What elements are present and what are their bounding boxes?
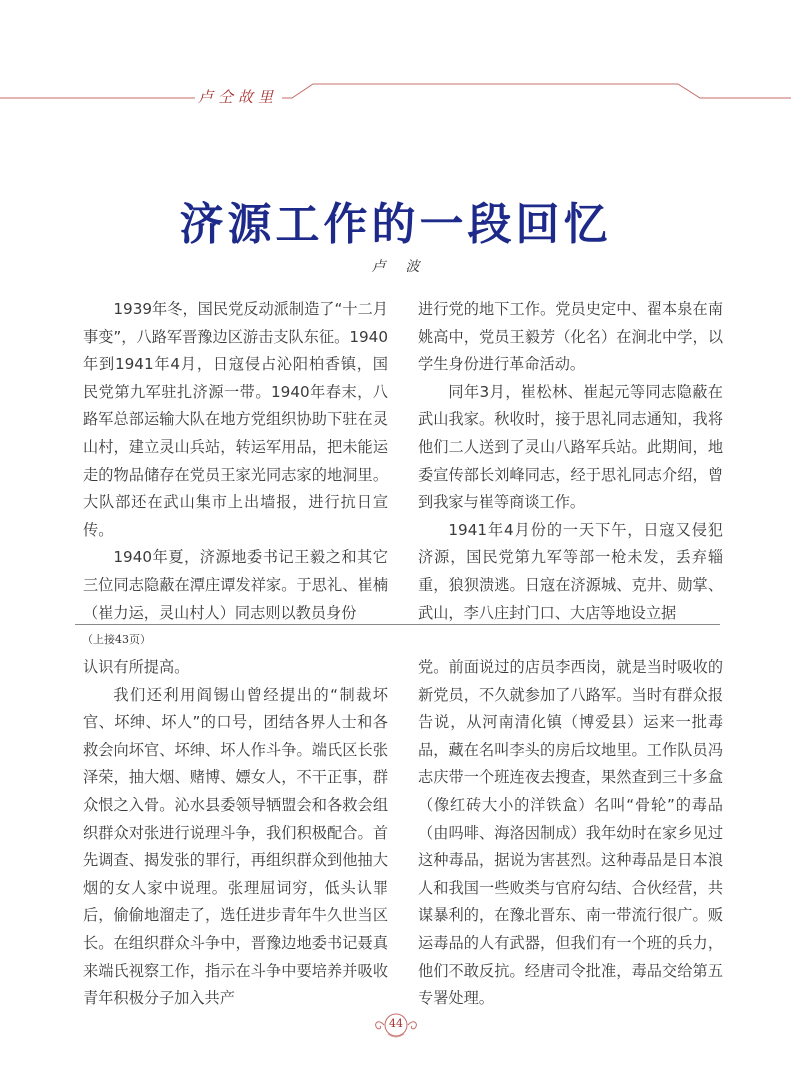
paragraph: 认识有所提高。 xyxy=(83,658,190,676)
upper-left-column xyxy=(83,296,388,627)
paragraph: 同年3月，崔松林、崔起元等同志隐蔽在武山我家。秋收时，接于思礼同志通知，我将他们二人送到了灵山八路军兵站。此期间，地委宣传部长刘峰同志，经于思礼同志介绍，曾到我家与崔等商谈工作。 xyxy=(418,382,723,512)
paragraph: 进行党的地下工作。党员史定中、翟本泉在南姚高中，党员王毅芳（化名）在涧北中学，以学生身份进行革命活动。 xyxy=(418,300,723,374)
lower-right-column xyxy=(418,654,723,1013)
paragraph: 我们还利用阎锡山曾经提出的“制裁坏官、坏绅、坏人”的口号，团结各界人士和各救会向坏官、坏绅、坏人作斗争。端氏区长张泽荣，抽大烟、赌博、嫖女人，不干正事，群众恨之入骨。沁水县委领导牺盟会和各救会组织群众对张进行说理斗争，我们积极配合。首先调查、揭发张的罪行，再组织群众到他抽大烟的女人家中说理。张理屈词穷，低头认罪后，偷偷地溜走了，选任进步青年牛久世当区长。在组织群众斗争中，晋豫边地委书记聂真来端氏视察工作，指示在斗争中要培养并吸收青年积极分子加入共产 xyxy=(83,685,388,1008)
continuation-note: （上接43页） xyxy=(82,633,151,646)
paragraph: 1940年夏，济源地委书记王毅之和其它三位同志隐蔽在潭庄谭发祥家。于思礼、崔楠（崔力运，灵山村人）同志则以教员身份 xyxy=(83,548,388,622)
article-title: 济源工作的一段回忆 xyxy=(179,199,612,250)
paragraph: 1941年4月份的一天下午，日寇又侵犯济源，国民党第九军等部一枪未发，丢弃辎重，狼狈溃逃。日寇在济源城、克井、勋掌、武山，李八庄封门口、大店等地设立据 xyxy=(418,520,723,622)
article-author: 卢波 xyxy=(371,259,440,275)
section-divider xyxy=(75,624,720,625)
page-number-ornament xyxy=(370,1012,422,1040)
lower-left-column xyxy=(83,654,388,1013)
paragraph: 1939年冬，国民党反动派制造了“十二月事变”，八路军晋豫边区游击支队东征。1940年到1941年4月，日寇侵占沁阳柏香镇，国民党第九军驻扎济源一带。1940年春末，八路军总部运输大队在地方党组织协助下驻在灵山村，建立灵山兵站，转运军用品，把未能运走的物品储存在党员王家光同志家的地洞里。大队部还在武山集市上出墙报，进行抗日宣传。 xyxy=(83,300,388,539)
header-rule xyxy=(0,60,791,110)
page-number: 44 xyxy=(389,1017,403,1030)
section-label: 卢仝故里 xyxy=(198,88,279,106)
paragraph: 党。前面说过的店员李西岗，就是当时吸收的新党员，不久就参加了八路军。当时有群众报告说，从河南清化镇（博爱县）运来一批毒品，藏在名叫李头的房后坟地里。工作队员冯志庆带一个班连夜去搜查，果然查到三十多盒（像红砖大小的洋铁盒）名叫“骨轮”的毒品（由吗啡、海洛因制成）我年幼时在家乡见过这种毒品，据说为害甚烈。这种毒品是日本浪人和我国一些败类与官府勾结、合伙经营，共谋暴利的，在豫北晋东、南一带流行很广。贩运毒品的人有武器，但我们有一个班的兵力，他们不敢反抗。经唐司令批准，毒品交给第五专署处理。 xyxy=(418,658,723,1008)
upper-right-column xyxy=(418,296,723,627)
